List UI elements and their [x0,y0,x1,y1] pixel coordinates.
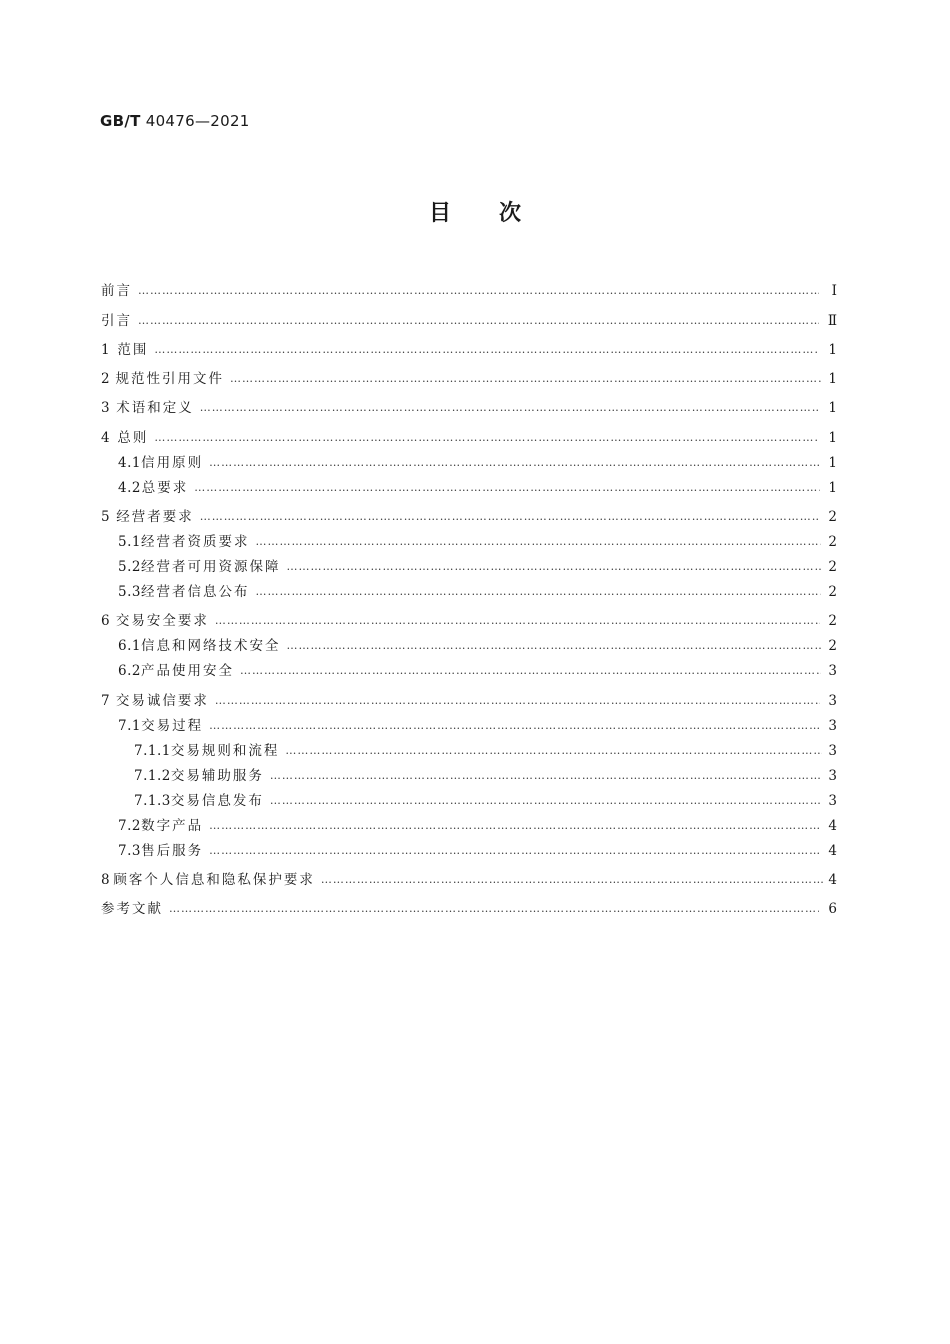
toc-entry-number: 1 [101,341,111,358]
toc-entry[interactable] [101,387,837,416]
toc-entry[interactable] [101,471,837,496]
toc-entry-page: 1 [828,479,837,496]
toc-dot-leader [286,559,821,575]
toc-entry-label: 交易信息发布 [170,792,264,809]
toc-entry[interactable] [101,600,837,629]
toc-dot-leader [255,534,821,550]
document-code [100,112,250,130]
toc-entry-label: 交易诚信要求 [115,692,209,709]
toc-entry-page: 2 [828,584,837,601]
toc-dot-leader [194,480,820,496]
toc-entry-page: 2 [828,534,837,551]
toc-entry[interactable] [101,299,837,328]
toc-entry-label: 经营者要求 [116,509,194,526]
toc-entry-label: 售后服务 [141,842,204,859]
standard-number: 40476—2021 [145,112,250,130]
toc-entry-number: 8 [101,871,111,888]
toc-entry-number: 7.1 [118,717,141,734]
toc-entry[interactable] [101,859,837,888]
toc-entry-label: 产品使用安全 [140,663,234,680]
toc-title: 目次 [428,201,569,226]
toc-entry[interactable] [101,784,837,809]
toc-entry-page: 6 [828,901,837,918]
toc-entry-number: 6 [101,613,111,630]
toc-entry[interactable] [101,888,837,917]
toc-entry-label: 前言 [101,283,132,300]
toc-entry-label: 规范性引用文件 [115,371,225,388]
toc-entry-label: 顾客个人信息和隐私保护要求 [113,871,315,888]
toc-entry-number: 7.1.3 [134,792,171,809]
toc-entry-page: 1 [828,400,837,417]
toc-dot-leader [154,430,819,446]
toc-entry-label: 范围 [117,341,149,358]
toc-dot-leader [240,663,821,679]
toc-entry[interactable] [101,709,837,734]
toc-entry-page: 4 [828,817,838,834]
toc-entry-page: 1 [828,341,837,358]
toc-entry-page: 1 [828,454,838,471]
toc-dot-leader [154,342,819,358]
toc-entry[interactable] [101,525,837,550]
toc-entry-number: 5.1 [118,534,141,551]
toc-dot-leader [286,638,821,654]
toc-entry-label: 引言 [101,312,132,329]
toc-entry[interactable] [101,629,837,654]
toc-entry[interactable] [101,329,837,358]
toc-dot-leader [209,818,820,834]
toc-dot-leader [270,768,822,784]
toc-entry-page: 2 [828,509,837,526]
toc-entry-page: Ⅰ [831,283,837,300]
toc-entry-label: 信用原则 [141,454,204,471]
toc-entry-number: 7.1.1 [134,742,171,759]
toc-entry[interactable] [101,550,837,575]
toc-entry-label: 信息和网络技术安全 [140,638,281,655]
toc-entry-number: 3 [101,400,111,417]
toc-entry-number: 5 [101,509,111,526]
toc-entry-label: 经营者可用资源保障 [140,559,281,576]
toc-entry-number: 6.1 [118,638,141,655]
toc-entry-page: 2 [828,613,837,630]
toc-dot-leader [200,509,820,525]
toc-entry-number: 5.3 [118,584,141,601]
toc-entry[interactable] [101,759,837,784]
toc-dot-leader [200,400,820,416]
toc-dot-leader [209,718,820,734]
toc-entry[interactable] [101,358,837,387]
toc-entry-label: 交易规则和流程 [170,742,280,759]
toc-entry[interactable] [101,834,837,859]
toc-entry-page: 3 [828,717,838,734]
toc-entry-page: 2 [828,638,837,655]
toc-entry-label: 总要求 [141,479,189,496]
toc-entry-number: 2 [101,371,111,388]
toc-entry[interactable] [101,809,837,834]
toc-entry-label: 交易辅助服务 [170,767,264,784]
toc-entry[interactable] [101,679,837,708]
toc-entry-number: 5.2 [118,559,141,576]
toc-entry-page: 3 [828,663,837,680]
toc-entry-page: 3 [828,792,837,809]
toc-entry-page: 3 [828,742,837,759]
toc-entry-page: 2 [828,559,837,576]
toc-dot-leader [209,843,820,859]
toc-entry-label: 经营者资质要求 [140,534,250,551]
toc-dot-leader [255,584,821,600]
toc-entry-label: 数字产品 [141,817,204,834]
toc-entry-number: 7.2 [118,817,141,834]
toc-entry-number: 4.1 [118,454,141,471]
toc-entry-page: Ⅱ [827,312,837,329]
toc-dot-leader [285,743,821,759]
toc-entry-number: 6.2 [118,663,141,680]
toc-dot-leader [138,313,819,329]
toc-entry-label: 术语和定义 [116,400,194,417]
toc-entry-page: 3 [828,692,837,709]
toc-entry-label: 经营者信息公布 [140,584,250,601]
toc-entry-number: 7 [101,692,111,709]
toc-entry[interactable] [101,575,837,600]
toc-entry[interactable] [101,734,837,759]
toc-dot-leader [270,793,822,809]
toc-entry[interactable] [101,416,837,445]
toc-dot-leader [230,371,821,387]
toc-entry-page: 1 [828,429,837,446]
toc-entry[interactable] [101,270,837,299]
toc-entry-number: 4 [101,429,111,446]
toc-entry[interactable] [101,446,837,471]
toc-dot-leader [215,613,820,629]
toc-entry[interactable] [101,496,837,525]
standard-prefix: GB/T [100,112,141,130]
toc-entry-number: 7.3 [118,842,141,859]
table-of-contents [101,270,837,917]
toc-dot-leader [209,455,820,471]
toc-entry-label: 参考文献 [101,901,163,918]
toc-entry-label: 交易过程 [141,717,204,734]
toc-entry-number: 4.2 [118,479,141,496]
toc-entry[interactable] [101,654,837,679]
toc-entry-page: 1 [828,371,838,388]
toc-entry-label: 总则 [117,429,149,446]
toc-dot-leader [138,283,819,299]
toc-entry-page: 3 [828,767,837,784]
toc-entry-page: 4 [828,842,838,859]
toc-dot-leader [321,872,823,888]
toc-entry-label: 交易安全要求 [115,613,209,630]
toc-dot-leader [215,693,820,709]
toc-entry-number: 7.1.2 [134,767,171,784]
toc-entry-page: 4 [828,871,838,888]
toc-dot-leader [169,901,819,917]
